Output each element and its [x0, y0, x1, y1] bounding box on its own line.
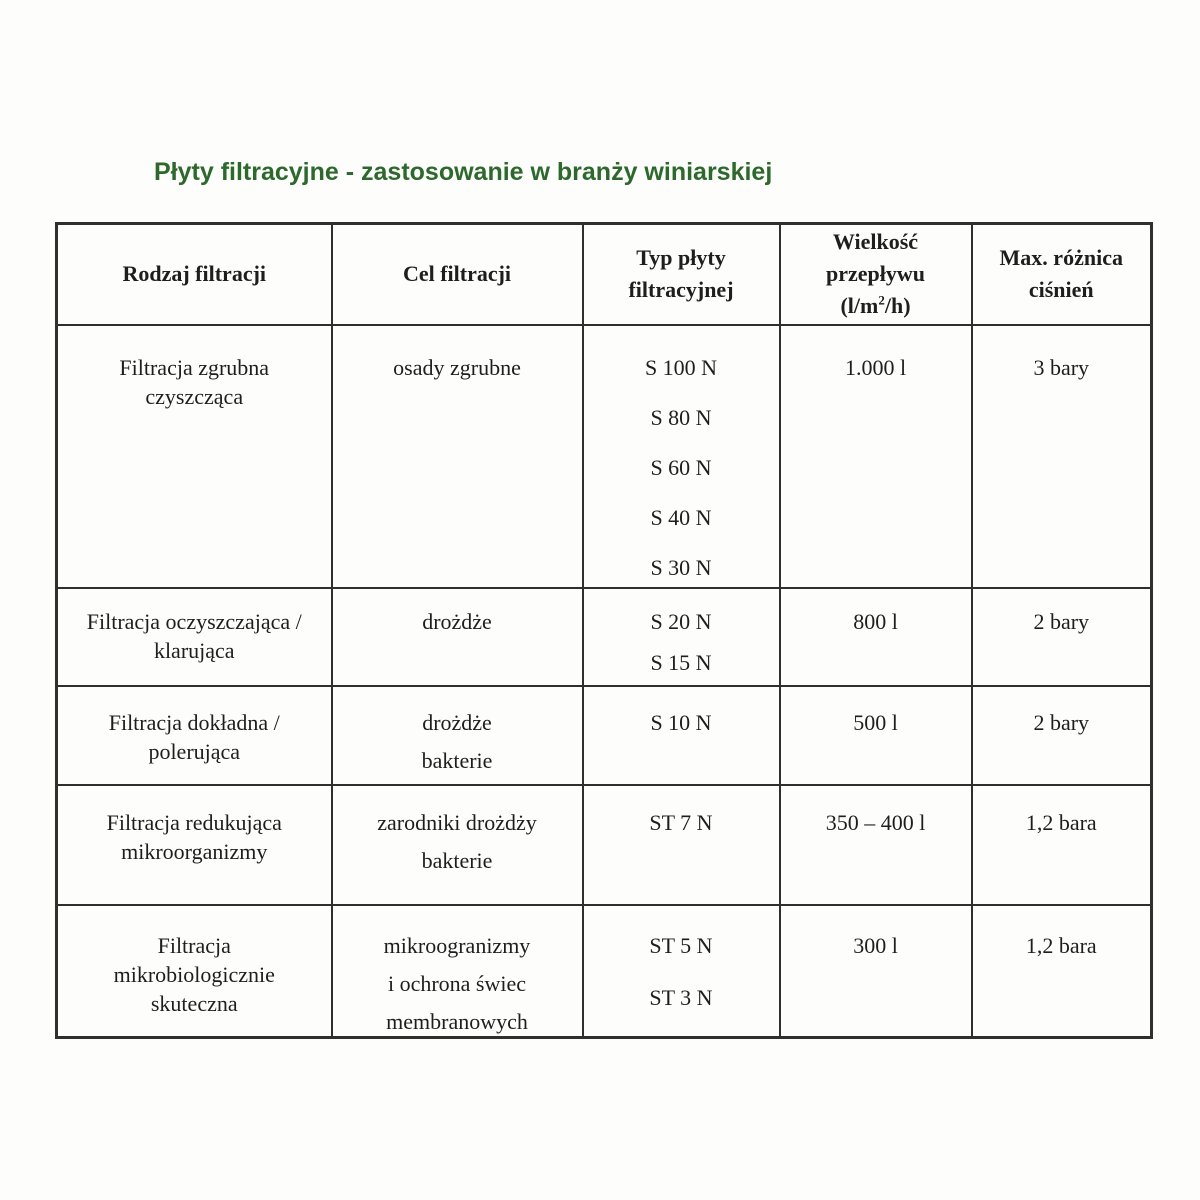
text-line: Typ płyty — [636, 245, 726, 271]
cell-rodzaj — [57, 785, 332, 905]
text-line: S 30 N — [650, 554, 712, 580]
text-line: Rodzaj filtracji — [122, 261, 267, 287]
filtration-table — [55, 222, 1153, 1039]
cell-przeplyw: 1.000 l — [780, 325, 972, 588]
text-line: Filtracja oczyszczająca / — [86, 608, 302, 634]
cell-lines — [588, 808, 775, 837]
table-header-row — [57, 224, 1152, 325]
text-line: drożdże — [422, 709, 492, 735]
text-line: S 80 N — [650, 404, 712, 430]
text-line: Filtracja — [157, 932, 231, 958]
cell-cel — [332, 785, 583, 905]
text-line: S 100 N — [644, 354, 718, 380]
cell-cel — [332, 686, 583, 785]
text-line: i ochrona świec — [387, 970, 527, 996]
text-line: zarodniki drożdży — [377, 809, 537, 835]
cell-typ — [583, 325, 780, 588]
cell-lines — [588, 607, 775, 677]
text-line: klarująca — [153, 637, 235, 663]
cell-lines — [62, 708, 327, 766]
text-line: mikroorganizmy — [121, 838, 268, 864]
cell-rodzaj — [57, 686, 332, 785]
text-line: ST 3 N — [649, 984, 713, 1010]
text-line: Filtracja redukująca — [106, 809, 282, 835]
flow-unit-open: (l/m — [840, 293, 879, 319]
text-line: S 15 N — [650, 649, 712, 675]
cell-lines — [337, 931, 578, 1036]
header-cel-filtracji — [332, 224, 583, 325]
text-line: ciśnień — [1028, 277, 1094, 303]
cell-rodzaj — [57, 325, 332, 588]
cell-lines — [337, 607, 578, 636]
text-line: osady zgrubne — [393, 354, 521, 380]
header-rodzaj-filtracji — [57, 224, 332, 325]
cell-lines — [62, 808, 327, 866]
cell-przeplyw: 800 l — [780, 588, 972, 686]
cell-typ — [583, 588, 780, 686]
table-row — [57, 325, 1152, 588]
text-line: membranowych — [386, 1008, 528, 1034]
text-line: ST 7 N — [649, 809, 713, 835]
header-lines — [588, 242, 775, 306]
header-wielkosc-przeplywu — [780, 224, 972, 325]
flow-unit-superscript: 2 — [878, 292, 885, 308]
cell-cel — [332, 905, 583, 1038]
text-line: bakterie — [421, 747, 493, 773]
cell-lines — [337, 353, 578, 382]
text-line: polerująca — [148, 738, 241, 764]
header-lines — [977, 242, 1147, 306]
text-line: Wielkość — [832, 229, 919, 255]
cell-lines — [337, 708, 578, 775]
cell-lines — [62, 353, 327, 411]
cell-lines — [62, 607, 327, 665]
cell-cel — [332, 325, 583, 588]
table-row — [57, 785, 1152, 905]
text-line: Max. różnica — [999, 245, 1123, 271]
cell-lines — [337, 808, 578, 875]
page-title: Płyty filtracyjne - zastosowanie w branży winiarskiej — [154, 158, 773, 186]
cell-cisnienie: 1,2 bara — [972, 785, 1152, 905]
text-line: Filtracja dokładna / — [108, 709, 280, 735]
text-line: mikroogranizmy — [383, 932, 531, 958]
cell-typ — [583, 785, 780, 905]
cell-lines — [588, 708, 775, 737]
table-row — [57, 905, 1152, 1038]
text-line: bakterie — [421, 847, 493, 873]
header-max-roznica-cisnien — [972, 224, 1152, 325]
cell-cisnienie: 3 bary — [972, 325, 1152, 588]
text-line: Cel filtracji — [402, 261, 512, 287]
header-lines — [337, 258, 578, 290]
cell-rodzaj — [57, 905, 332, 1038]
text-line: Filtracja zgrubna — [119, 354, 270, 380]
text-line: skuteczna — [150, 990, 238, 1016]
cell-lines — [588, 931, 775, 1012]
text-line: S 20 N — [650, 608, 712, 634]
cell-cisnienie: 1,2 bara — [972, 905, 1152, 1038]
flow-unit — [785, 290, 967, 322]
cell-lines — [62, 931, 327, 1018]
cell-rodzaj — [57, 588, 332, 686]
cell-cisnienie: 2 bary — [972, 686, 1152, 785]
text-line: mikrobiologicznie — [113, 961, 275, 987]
header-typ-plyty — [583, 224, 780, 325]
table-row — [57, 588, 1152, 686]
table-row — [57, 686, 1152, 785]
text-line: ST 5 N — [649, 932, 713, 958]
text-line: S 60 N — [650, 454, 712, 480]
text-line: czyszcząca — [145, 383, 244, 409]
header-lines — [62, 258, 327, 290]
cell-typ — [583, 905, 780, 1038]
cell-cisnienie: 2 bary — [972, 588, 1152, 686]
header-lines — [785, 226, 967, 290]
cell-przeplyw: 350 – 400 l — [780, 785, 972, 905]
cell-typ — [583, 686, 780, 785]
flow-unit-close: /h) — [884, 293, 911, 319]
text-line: drożdże — [422, 608, 492, 634]
cell-lines — [588, 353, 775, 582]
text-line: S 40 N — [650, 504, 712, 530]
cell-cel — [332, 588, 583, 686]
text-line: filtracyjnej — [628, 277, 734, 303]
cell-przeplyw: 500 l — [780, 686, 972, 785]
cell-przeplyw: 300 l — [780, 905, 972, 1038]
text-line: przepływu — [826, 261, 925, 287]
text-line: S 10 N — [650, 709, 712, 735]
